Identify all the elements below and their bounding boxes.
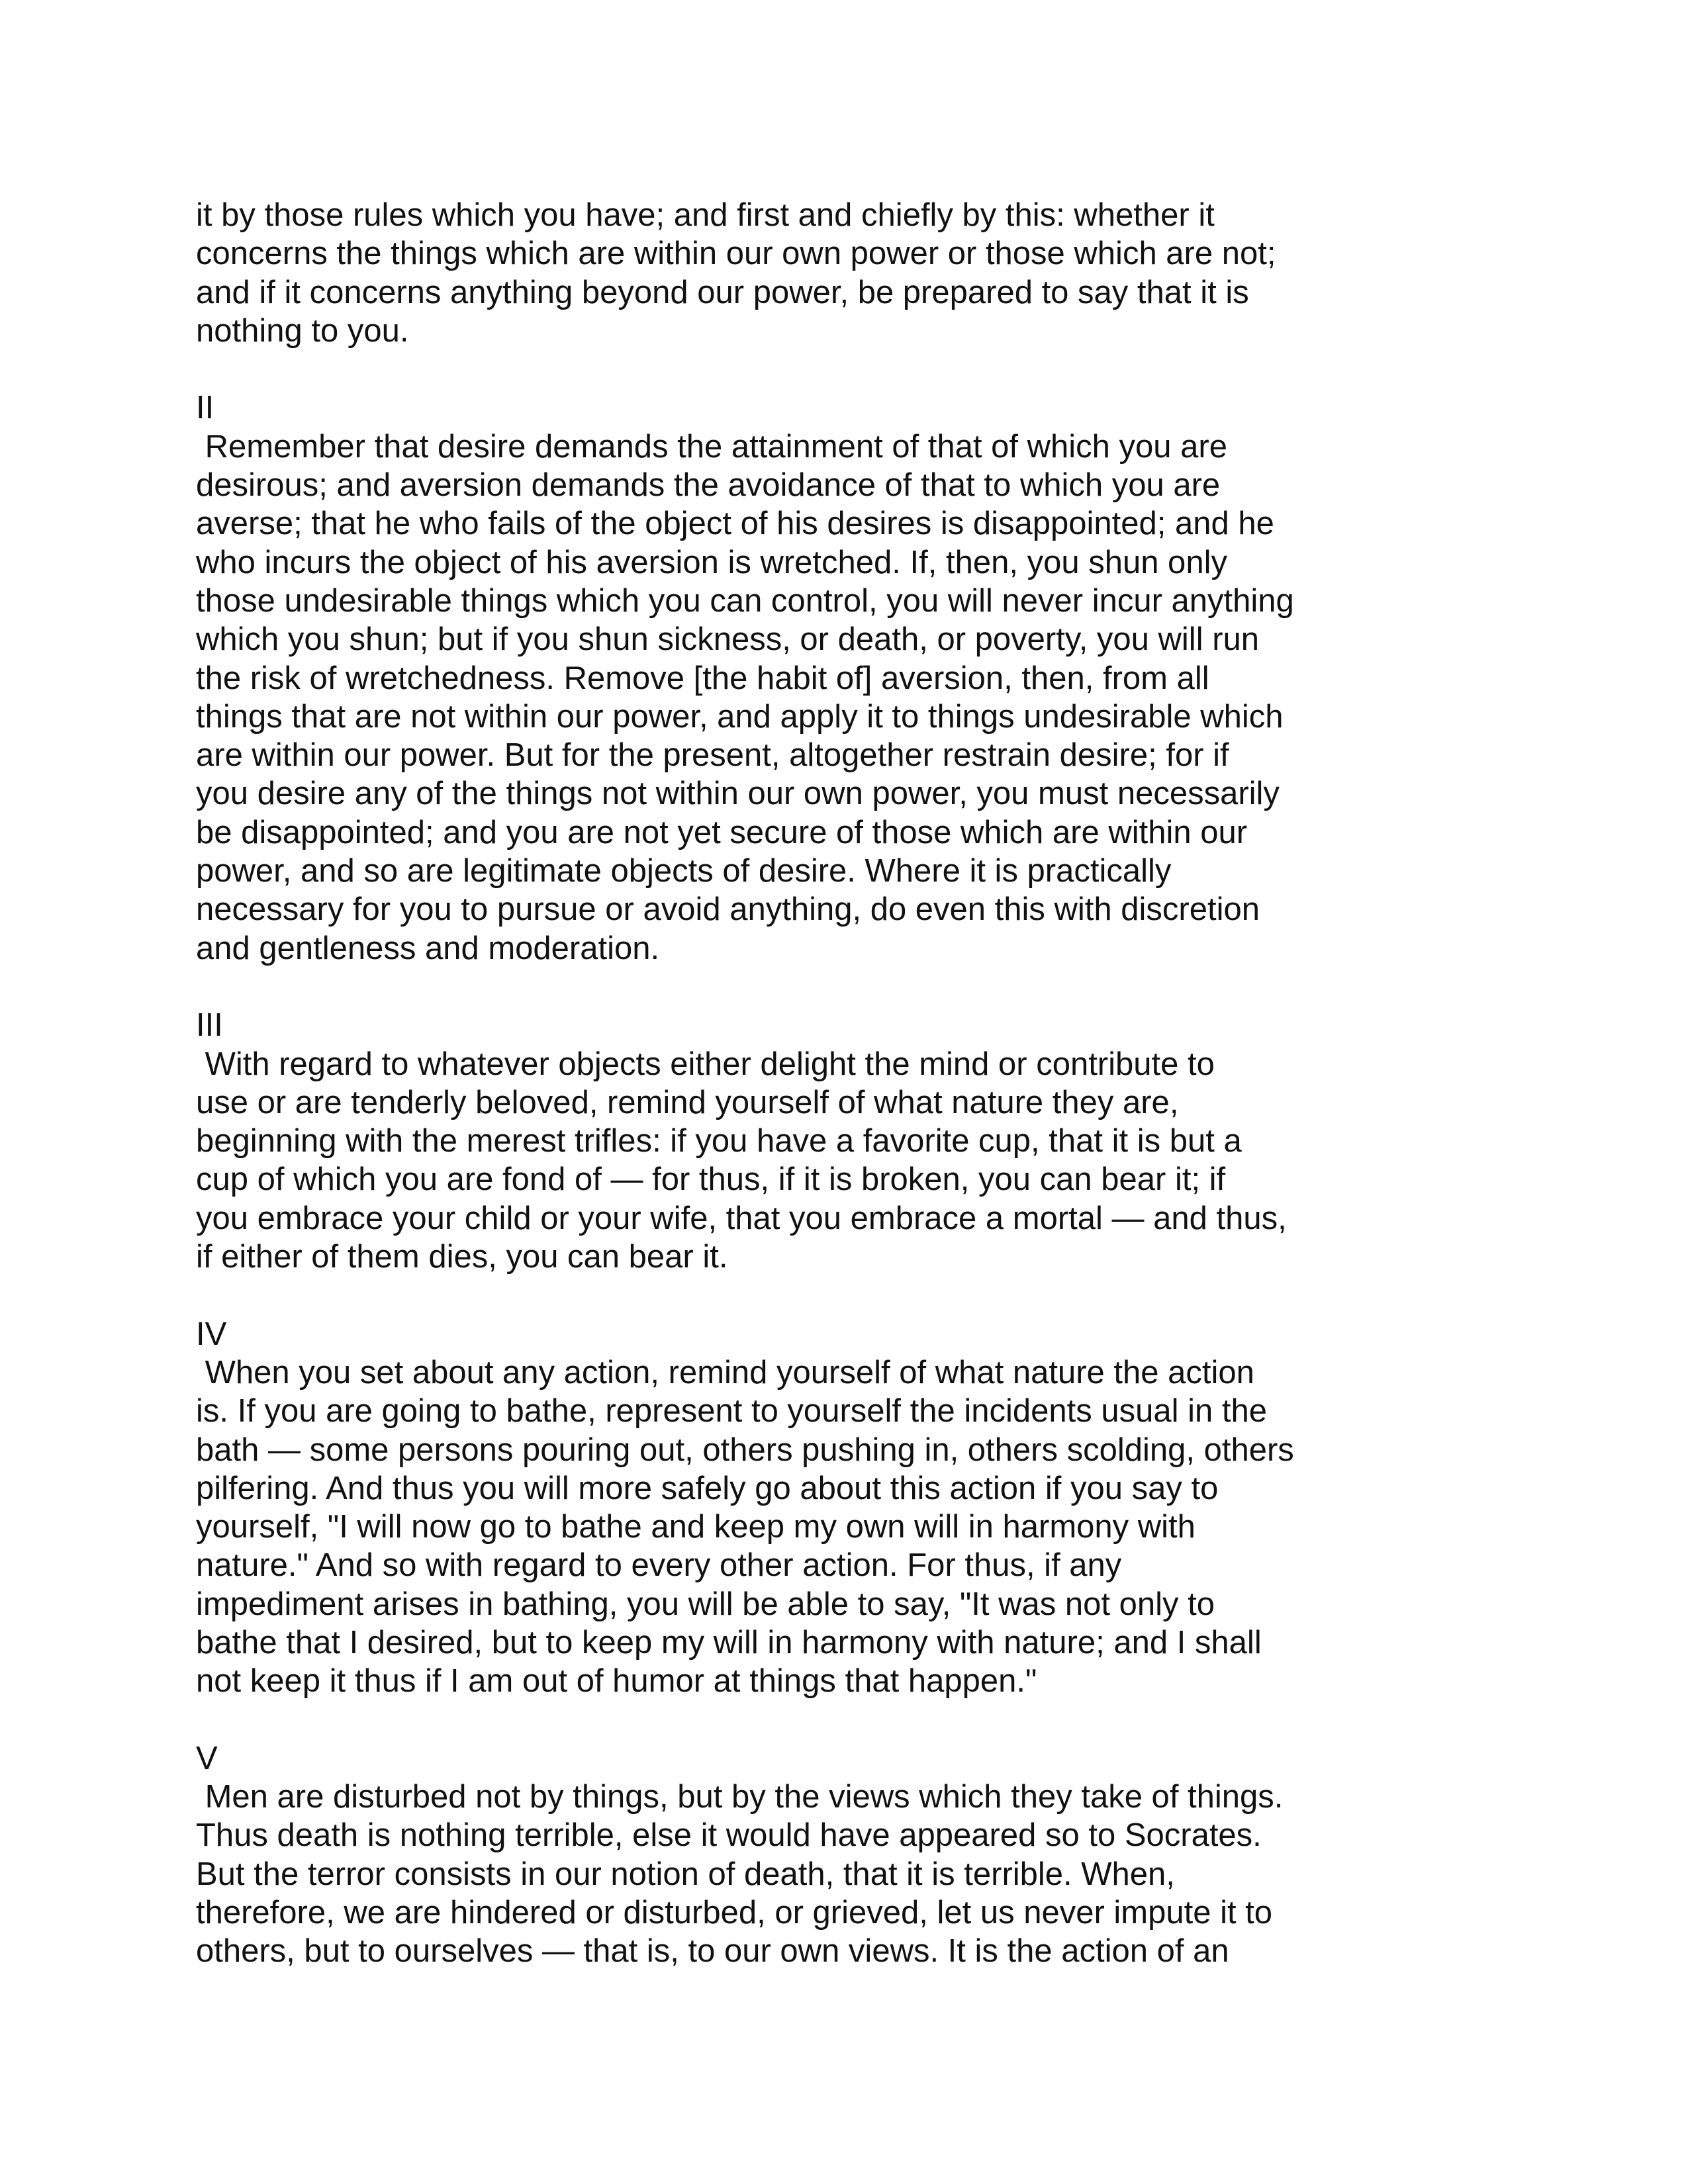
section-iv xyxy=(196,1315,1507,1701)
paragraph-gap xyxy=(196,1276,1507,1314)
text-line: it by those rules which you have; and first and chiefly by this: whether it xyxy=(196,197,1215,233)
text-line: if either of them dies, you can bear it. xyxy=(196,1239,728,1275)
text-line: use or are tenderly beloved, remind yourself of what nature they are, xyxy=(196,1084,1179,1120)
text-line: nature." And so with regard to every other action. For thus, if any xyxy=(196,1547,1122,1584)
text-line: therefore, we are hindered or disturbed, or grieved, let us never impute it to xyxy=(196,1895,1273,1931)
text-line: power, and so are legitimate objects of desire. Where it is practically xyxy=(196,853,1172,889)
text-line: When you set about any action, remind yourself of what nature the action xyxy=(196,1354,1254,1390)
text-line: Remember that desire demands the attainment of that of which you are xyxy=(196,428,1227,465)
document-page xyxy=(196,196,1507,1971)
intro-paragraph xyxy=(196,196,1507,350)
text-line: beginning with the merest trifles: if you have a favorite cup, that it is but a xyxy=(196,1123,1242,1160)
text-line: you desire any of the things not within our own power, you must necessarily xyxy=(196,776,1280,812)
text-line: cup of which you are fond of — for thus, if it is broken, you can bear it; if xyxy=(196,1161,1226,1198)
text-line: necessary for you to pursue or avoid anything, do even this with discretion xyxy=(196,891,1260,928)
text-line: others, but to ourselves — that is, to our own views. It is the action of an xyxy=(196,1933,1229,1970)
text-line: yourself, "I will now go to bathe and keep my own will in harmony with xyxy=(196,1509,1196,1545)
text-line: those undesirable things which you can control, you will never incur anything xyxy=(196,582,1294,619)
section-ii xyxy=(196,388,1507,967)
text-line: impediment arises in bathing, you will be able to say, "It was not only to xyxy=(196,1586,1215,1622)
text-line: which you shun; but if you shun sickness, or death, or poverty, you will run xyxy=(196,621,1260,658)
text-line: pilfering. And thus you will more safely go about this action if you say to xyxy=(196,1470,1219,1506)
section-numeral: IV xyxy=(196,1316,227,1352)
paragraph-gap xyxy=(196,350,1507,388)
text-line: and if it concerns anything beyond our power, be prepared to say that it is xyxy=(196,274,1249,310)
text-line: are within our power. But for the present, altogether restrain desire; for if xyxy=(196,737,1229,774)
text-line: Thus death is nothing terrible, else it would have appeared so to Socrates. xyxy=(196,1817,1262,1854)
text-line: Men are disturbed not by things, but by the views which they take of things. xyxy=(196,1779,1284,1815)
text-line: the risk of wretchedness. Remove [the habit of] aversion, then, from all xyxy=(196,660,1209,696)
text-line: bath — some persons pouring out, others pushing in, others scolding, others xyxy=(196,1432,1294,1468)
text-line: With regard to whatever objects either delight the mind or contribute to xyxy=(196,1046,1215,1082)
text-line: concerns the things which are within our own power or those which are not; xyxy=(196,236,1276,272)
paragraph-gap xyxy=(196,1701,1507,1739)
text-line: be disappointed; and you are not yet secure of those which are within our xyxy=(196,814,1248,850)
paragraph-gap xyxy=(196,968,1507,1006)
section-numeral: II xyxy=(196,390,214,426)
text-line: desirous; and aversion demands the avoidance of that to which you are xyxy=(196,467,1221,504)
section-numeral: III xyxy=(196,1007,223,1044)
text-line: you embrace your child or your wife, that you embrace a mortal — and thus, xyxy=(196,1200,1287,1236)
text-line: bathe that I desired, but to keep my will in harmony with nature; and I shall xyxy=(196,1624,1262,1661)
text-line: not keep it thus if I am out of humor at things that happen." xyxy=(196,1663,1037,1700)
text-line: But the terror consists in our notion of death, that it is terrible. When, xyxy=(196,1856,1175,1892)
text-line: who incurs the object of his aversion is wretched. If, then, you shun only xyxy=(196,544,1227,580)
text-line: nothing to you. xyxy=(196,312,409,349)
text-line: averse; that he who fails of the object of his desires is disappointed; and he xyxy=(196,506,1274,542)
text-line: things that are not within our power, and apply it to things undesirable which xyxy=(196,698,1284,735)
text-line: and gentleness and moderation. xyxy=(196,930,660,966)
section-numeral: V xyxy=(196,1740,218,1776)
text-line: is. If you are going to bathe, represent to yourself the incidents usual in the xyxy=(196,1393,1267,1430)
section-v xyxy=(196,1739,1507,1971)
section-iii xyxy=(196,1006,1507,1276)
